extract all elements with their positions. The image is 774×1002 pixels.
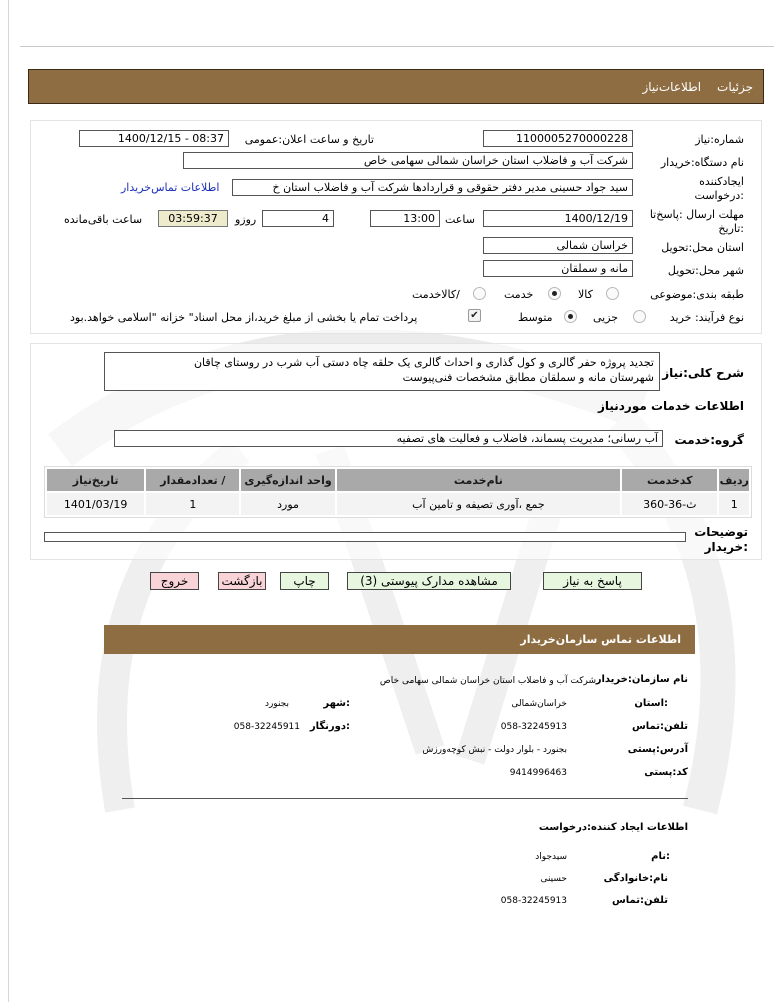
col-unit: واحد اندازه‌گیری	[241, 469, 334, 491]
creator-label-2: :درخواست	[694, 189, 744, 202]
contact-postal-value: 9414996463	[509, 768, 567, 778]
table-row	[47, 493, 749, 515]
service-group-field[interactable]: آب رسانی؛ مدیریت پسماند، فاضلاب و فعالیت های تصفیه	[114, 430, 663, 447]
treasury-payment-label: پرداخت تمام یا بخشی از مبلغ خرید،از محل اسناد" خزانه "اسلامی خواهد.بود	[70, 311, 418, 324]
category-goods-service-label: /کالاخدمت	[412, 288, 460, 301]
cell-need-date: 1401/03/19	[47, 493, 144, 515]
province-label: استان محل:تحویل	[661, 241, 744, 254]
deadline-label-2: :تاریخ	[718, 222, 744, 235]
buyer-contact-link[interactable]: اطلاعات تماس‌خریدار	[121, 181, 220, 194]
left-border	[8, 0, 9, 1002]
description-box	[104, 352, 660, 391]
contact-city-value: بجنورد	[264, 699, 289, 709]
remaining-time-timer: 03:59:37	[158, 210, 228, 227]
deadline-date-field[interactable]: 1400/12/19	[483, 210, 633, 227]
buyer-notes-label-1: توضیحات	[694, 525, 748, 539]
days-remaining-field[interactable]: 4	[262, 210, 334, 227]
category-goods-service-radio[interactable]	[473, 287, 486, 300]
creator-field[interactable]: سید جواد حسینی مدیر دفتر حقوقی و قراردادها شرکت آب و فاضلاب استان خ	[232, 179, 633, 196]
respond-button[interactable]: پاسخ به نیاز	[543, 572, 642, 590]
col-service-code: کدخدمت	[622, 469, 717, 491]
contact-fax-label: :دورنگار	[309, 721, 350, 732]
creator-info-title: اطلاعات ایجاد کننده:درخواست	[538, 822, 688, 833]
tab-need-info[interactable]: اطلاعات‌نیاز	[642, 79, 702, 94]
creator-name-label: :نام	[651, 851, 670, 862]
province-field[interactable]: خراسان شمالی	[483, 237, 633, 254]
remaining-time-label: ساعت باقی‌مانده	[64, 213, 143, 226]
col-quantity: / تعدادمقدار	[146, 469, 239, 491]
cell-service-name: جمع ،آوری تصیفه و تامین آب	[337, 493, 621, 515]
category-label: طبقه بندی:موضوعی	[650, 288, 744, 301]
category-service-label: خدمت	[504, 288, 534, 301]
buyer-org-label: نام دستگاه:خریدار	[660, 156, 744, 169]
category-goods-radio[interactable]	[606, 287, 619, 300]
creator-phone-label: تلفن:تماس	[611, 895, 668, 906]
contact-org-value: شرکت آب و فاضلاب استان خراسان شمالی سهامی خاص	[379, 676, 596, 686]
process-medium-radio[interactable]	[564, 310, 577, 323]
service-group-label: گروه:خدمت	[674, 433, 744, 447]
exit-button[interactable]: خروج	[150, 572, 199, 590]
need-number-field[interactable]: 1100005270000228	[483, 130, 633, 147]
cell-row: 1	[719, 493, 749, 515]
contact-phone-value: 058-32245913	[500, 722, 567, 732]
table-header-row	[47, 469, 749, 491]
category-service-radio[interactable]	[548, 287, 561, 300]
creator-name-value: سیدجواد	[535, 852, 567, 862]
creator-phone-value: 058-32245913	[500, 896, 567, 906]
col-service-name: نام‌خدمت	[337, 469, 621, 491]
buyer-contact-header: اطلاعات تماس سازمان‌خریدار	[104, 625, 695, 654]
cell-service-code: ث-36-360	[622, 493, 717, 515]
creator-label-1: ایجادکننده	[699, 175, 744, 188]
buyer-notes-label-2: :خریدار	[704, 540, 748, 554]
buyer-org-field[interactable]: شرکت آب و فاضلاب استان خراسان شمالی سهامی خاص	[183, 152, 633, 169]
contact-province-value: خراسان‌شمالی	[511, 699, 567, 709]
buyer-notes-field[interactable]	[44, 532, 686, 542]
days-label: روزو	[235, 213, 257, 226]
deadline-label-1: مهلت ارسال :پاسخ‌تا	[649, 208, 744, 221]
city-field[interactable]: مانه و سملقان	[483, 260, 633, 277]
contact-city-label: :شهر	[323, 698, 350, 709]
cell-quantity: 1	[146, 493, 239, 515]
contact-phone-label: تلفن:تماس	[631, 721, 688, 732]
creator-family-value: حسینی	[540, 874, 567, 884]
services-table	[44, 466, 752, 518]
creator-family-label: نام:خانوادگی	[603, 873, 668, 884]
deadline-time-label: ساعت	[445, 213, 475, 226]
print-button[interactable]: چاپ	[280, 572, 329, 590]
description-line-2: شهرستان مانه و سملقان مطابق مشخصات فنی‌پیوست	[402, 371, 654, 384]
announce-datetime-label: تاریخ و ساعت اعلان:عمومی	[244, 133, 374, 146]
top-divider	[20, 46, 774, 47]
col-row: ردیف	[719, 469, 749, 491]
attachments-button[interactable]: مشاهده مدارک پیوستی (3)	[347, 572, 511, 590]
services-title: اطلاعات خدمات موردنیاز	[597, 399, 744, 413]
cell-unit: مورد	[241, 493, 334, 515]
deadline-time-field[interactable]: 13:00	[370, 210, 440, 227]
process-minor-radio[interactable]	[633, 310, 646, 323]
description-label: شرح کلی:نیاز	[662, 366, 744, 380]
page-header-bar	[28, 69, 764, 104]
process-minor-label: جزیی	[593, 311, 619, 324]
category-goods-label: کالا	[578, 288, 593, 301]
back-button[interactable]: بازگشت	[218, 572, 266, 590]
contact-org-label: نام سازمان:خریدار	[595, 674, 688, 685]
treasury-payment-checkbox[interactable]: ✔	[468, 309, 481, 322]
process-label: نوع فرآیند: خرید	[669, 311, 744, 324]
contact-address-label: آدرس:پستی	[627, 744, 688, 755]
contact-address-value: بجنورد - بلوار دولت - نبش کوچه‌ورزش	[422, 745, 567, 755]
col-need-date: تاریخ‌نیاز	[47, 469, 144, 491]
tab-details[interactable]: جزئیات	[717, 79, 753, 94]
process-medium-label: متوسط	[518, 311, 553, 324]
contact-postal-label: کد:پستی	[644, 767, 688, 778]
need-number-label: شماره:نیاز	[695, 133, 744, 146]
contact-fax-value: 058-32245911	[233, 722, 300, 732]
contact-province-label: :استان	[634, 698, 668, 709]
description-line-1: تجدید پروژه حفر گالری و کول گذاری و احداث گالری یک حلقه چاه دستی آب شرب در روستای چاقان	[193, 356, 654, 369]
city-label: شهر محل:تحویل	[667, 264, 744, 277]
announce-datetime-field[interactable]: 1400/12/15 - 08:37	[79, 130, 229, 147]
section-divider	[122, 798, 688, 799]
